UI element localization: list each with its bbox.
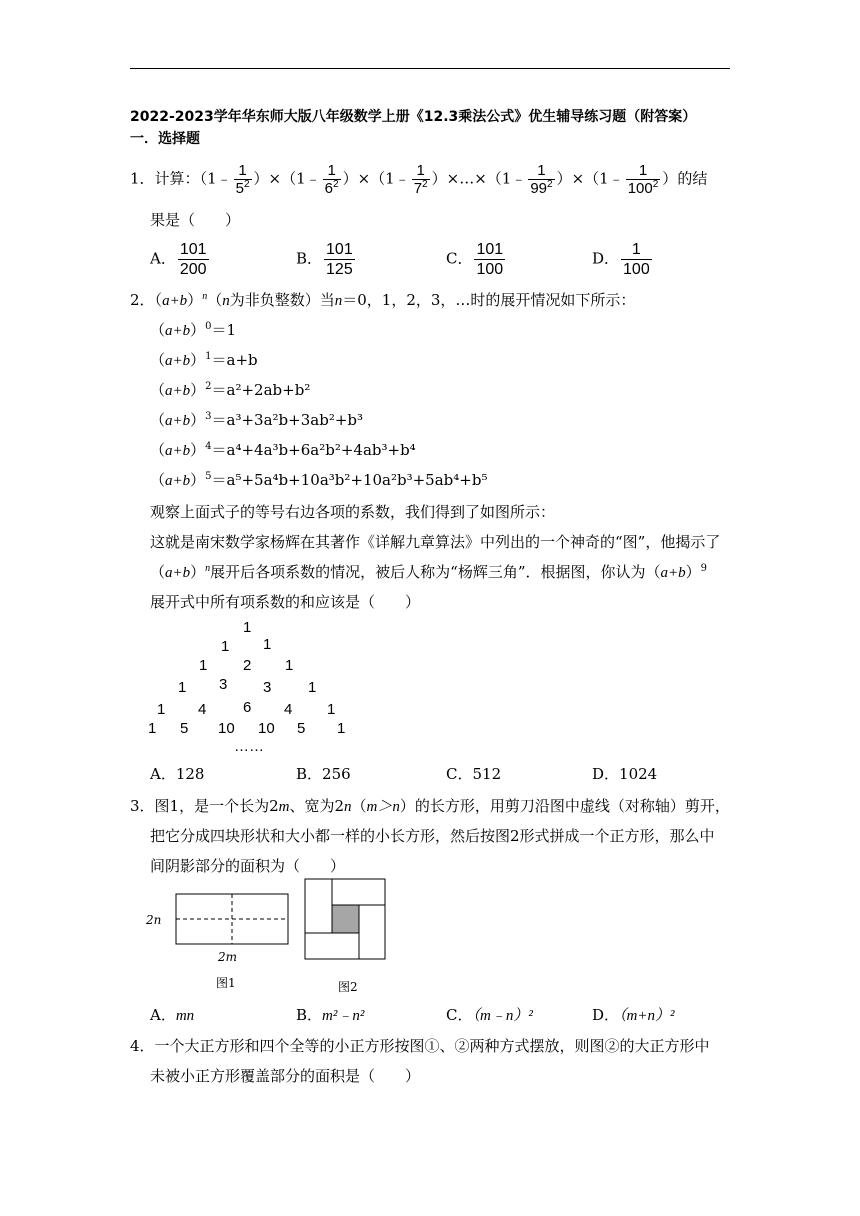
triangle-number: 1 [178, 679, 187, 696]
expansion-row: $(a+b)^3=a^3+3a^2b+3ab^2+b^3$ [150, 411, 364, 429]
ellipsis-times: ×…× [446, 169, 487, 188]
figure-2-caption: 图2 [338, 980, 358, 994]
q1-factor-close: ） [253, 169, 269, 188]
q2-paragraph-2: 这就是南宋数学家杨辉在其著作《详解九章算法》中列出的一个神奇的“图”，他揭示了 [150, 533, 721, 551]
triangle-number: 1 [263, 636, 272, 653]
expansion-row: $(a+b)^5=a^5+5a^4b+10a^3b^2+10a^2b^3+5ab^4+b^5$ [150, 471, 488, 489]
expansion-row: $(a+b)^1=a+b$ [150, 351, 258, 369]
triangle-number: 1 [337, 720, 346, 737]
triangle-number: 2 [243, 657, 252, 674]
q3-line1: 3．图1，是一个长为2m、宽为2n（m＞n）的长方形，用剪刀沿图中虚线（对称轴）剪开， [130, 797, 730, 815]
q1-fraction: $\frac{1}{100^2}$ [627, 162, 659, 197]
triangle-number: 5 [180, 720, 189, 737]
q1-suffix: 的结 [677, 169, 708, 188]
q1-line2: 果是（ ） [150, 211, 241, 229]
q2-option-c[interactable]: C．512 [446, 765, 502, 783]
figure-1-side-label: 2n [146, 913, 162, 927]
q1-option-b[interactable]: B． $\frac{101}{125}$ [296, 241, 353, 278]
q1-fraction: $\frac{1}{7^2}$ [413, 162, 428, 197]
expansion-row: $(a+b)^0=1$ [150, 321, 237, 339]
q1-option-d[interactable]: D． $\frac{1}{100}$ [592, 241, 650, 278]
section-heading: 一．选择题 [130, 131, 200, 147]
triangle-number: 10 [218, 720, 235, 737]
q1-option-a[interactable]: A． $\frac{101}{200}$ [150, 241, 207, 278]
times-sign: × [571, 169, 585, 188]
triangle-number: 3 [263, 679, 272, 696]
q2-option-d[interactable]: D．1024 [592, 765, 658, 783]
figure-1-caption: 图1 [216, 976, 236, 990]
triangle-number: 1 [243, 619, 252, 636]
figure-2-square [300, 874, 390, 964]
q2-intro: 2．$(a+b)^n(n$为非负整数）当n＝0，1，2，3，…时的展开情况如下所示： [130, 291, 636, 309]
q1-number: 1． [130, 169, 155, 188]
triangle-number: 4 [284, 701, 293, 718]
q2-paragraph-4: 展开式中所有项系数的和应该是（ ） [150, 593, 421, 611]
expansion-row: $(a+b)^2=a^2+2ab+b^2$ [150, 381, 311, 399]
q1-factor-open: （1﹣ [199, 169, 232, 188]
triangle-number: 1 [199, 657, 208, 674]
shaded-center-square [332, 905, 359, 933]
q4-line1: 4．一个大正方形和四个全等的小正方形按图①、②两种方式摆放，则图②的大正方形中 [130, 1037, 710, 1055]
triangle-number: 1 [148, 720, 157, 737]
q4-line2: 未被小正方形覆盖部分的面积是（ ） [150, 1067, 421, 1085]
triangle-number: 1 [221, 638, 230, 655]
triangle-ellipsis: …… [234, 738, 264, 755]
expansion-row: $(a+b)^4=a^4+4a^3b+6a^2b^2+4ab^3+b^4$ [150, 441, 416, 459]
triangle-number: 6 [243, 699, 252, 716]
triangle-number: 1 [157, 701, 166, 718]
q1-fraction: $\frac{1}{99^2}$ [530, 162, 553, 197]
triangle-number: 10 [258, 720, 275, 737]
q1-fraction: $\frac{1}{5^2}$ [235, 162, 250, 197]
q3-number: 3． [130, 797, 155, 815]
q3-line2: 把它分成四块形状和大小都一样的小长方形，然后按图2形式拼成一个正方形，那么中 [150, 827, 715, 845]
triangle-number: 1 [327, 701, 336, 718]
q2-option-a[interactable]: A．128 [150, 765, 205, 783]
q3-option-c[interactable]: C．（m﹣n）² [446, 1006, 533, 1024]
document-title: 2022-2023学年华东师大版八年级数学上册《12.3乘法公式》优生辅导练习题（附答案） [130, 109, 697, 125]
q4-number: 4． [130, 1037, 155, 1055]
q3-line3: 间阴影部分的面积为（ ） [150, 857, 346, 875]
q2-paragraph-1: 观察上面式子的等号右边各项的系数，我们得到了如图所示： [150, 503, 556, 521]
q3-option-a[interactable]: A．mn [150, 1006, 195, 1024]
q3-option-d[interactable]: D．（m+n）² [592, 1006, 675, 1024]
triangle-number: 3 [219, 676, 228, 693]
q1-prefix: 计算： [154, 169, 200, 188]
header-rule [130, 68, 730, 69]
q1-line1: 1．计算：（1﹣ $\frac{1}{5^2}$ ）×（1﹣ $\frac{1}{6^2}$ ）×（1﹣ $\frac{1}{7^2}$ ）×…×（1﹣ $\frac{1}{99^2}$ ）×（1﹣ $\frac{1}{100^2}$ ）的结 [130, 162, 708, 197]
q2-number: 2． [130, 291, 155, 309]
times-sign: × [357, 169, 371, 188]
q1-fraction: $\frac{1}{6^2}$ [324, 162, 339, 197]
figure-1-bottom-label: 2m [218, 950, 238, 964]
triangle-number: 1 [285, 657, 294, 674]
times-sign: × [268, 169, 282, 188]
q3-option-b[interactable]: B．m²﹣n² [296, 1006, 365, 1024]
q1-option-c[interactable]: C． $\frac{101}{100}$ [446, 241, 504, 278]
triangle-number: 4 [198, 701, 207, 718]
triangle-number: 5 [297, 720, 306, 737]
triangle-number: 1 [308, 679, 317, 696]
q2-option-b[interactable]: B．256 [296, 765, 351, 783]
q2-paragraph-3: $(a+b)^n$展开后各项系数的情况，被后人称为“杨辉三角”．根据图，你认为$(a+b)^9$ [150, 563, 708, 581]
